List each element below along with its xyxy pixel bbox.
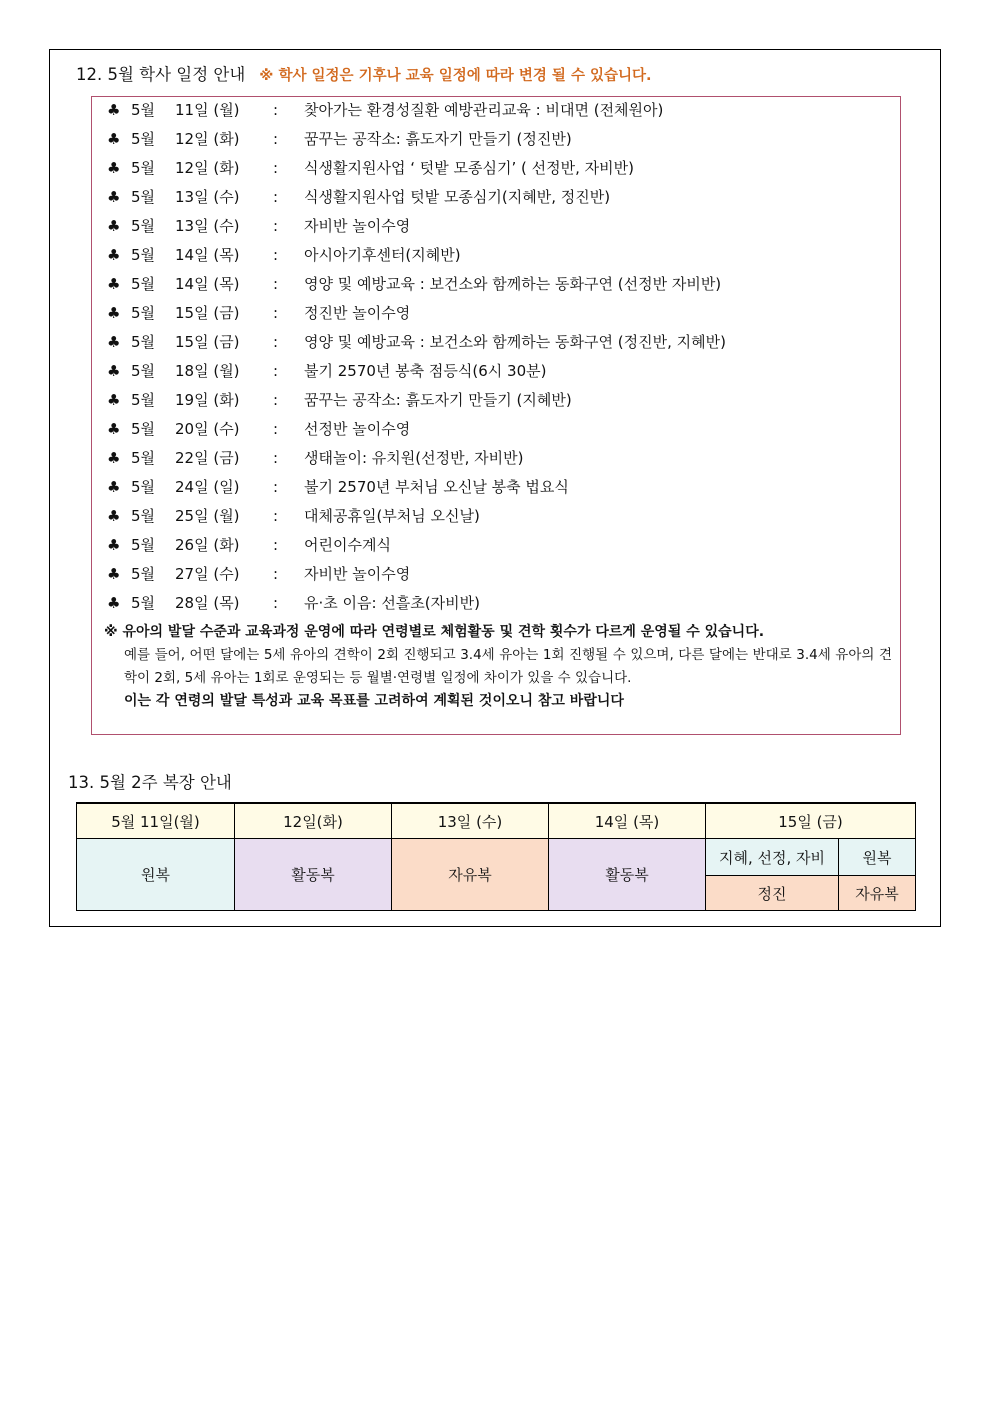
dress-thu: 활동복: [549, 839, 706, 911]
header-fri: 15일 (금): [706, 803, 916, 839]
header-tue: 12일(화): [235, 803, 392, 839]
fri-group2-classes: 정진: [706, 876, 839, 911]
schedule-month: 5월: [131, 130, 156, 148]
schedule-event: 꿈꾸는 공작소: 흙도자기 만들기 (정진반): [304, 130, 572, 148]
schedule-month: 5월: [131, 449, 156, 467]
club-icon: ♣: [107, 594, 121, 612]
header-wed: 13일 (수): [392, 803, 549, 839]
club-icon: ♣: [107, 159, 121, 177]
schedule-event: 자비반 놀이수영: [304, 217, 411, 235]
schedule-month: 5월: [131, 275, 156, 293]
schedule-day: 12일 (화): [175, 159, 240, 177]
schedule-separator: :: [273, 536, 279, 554]
schedule-month: 5월: [131, 217, 156, 235]
club-icon: ♣: [107, 130, 121, 148]
header-thu: 14일 (목): [549, 803, 706, 839]
schedule-month: 5월: [131, 507, 156, 525]
club-icon: ♣: [107, 333, 121, 351]
schedule-event: 생태놀이: 유치원(선정반, 자비반): [304, 449, 524, 467]
schedule-event: 영양 및 예방교육 : 보건소와 함께하는 동화구연 (선정반 자비반): [304, 275, 722, 293]
schedule-month: 5월: [131, 391, 156, 409]
schedule-event: 선정반 놀이수영: [304, 420, 411, 438]
schedule-month: 5월: [131, 246, 156, 264]
schedule-day: 28일 (목): [175, 594, 240, 612]
schedule-day: 20일 (수): [175, 420, 240, 438]
note-last-line: 이는 각 연령의 발달 특성과 교육 목표를 고려하여 계획된 것이오니 참고 바랍니다: [124, 693, 624, 709]
schedule-separator: :: [273, 101, 279, 119]
fri-group2-dress: 자유복: [839, 876, 916, 911]
schedule-separator: :: [273, 246, 279, 264]
club-icon: ♣: [107, 246, 121, 264]
schedule-separator: :: [273, 507, 279, 525]
schedule-event: 정진반 놀이수영: [304, 304, 411, 322]
schedule-month: 5월: [131, 565, 156, 583]
schedule-separator: :: [273, 130, 279, 148]
note-first-line: ※ 유아의 발달 수준과 교육과정 운영에 따라 연령별로 체험활동 및 견학 횟수가 다르게 운영될 수 있습니다.: [104, 624, 765, 640]
club-icon: ♣: [107, 362, 121, 380]
schedule-day: 26일 (화): [175, 536, 240, 554]
club-icon: ♣: [107, 391, 121, 409]
schedule-separator: :: [273, 217, 279, 235]
schedule-day: 25일 (월): [175, 507, 240, 525]
schedule-event: 어린이수계식: [304, 536, 391, 554]
schedule-separator: :: [273, 594, 279, 612]
note-body: 예를 들어, 어떤 달에는 5세 유아의 견학이 2회 진행되고 3.4세 유아는 1회 진행될 수 있으며, 다른 달에는 반대로 3.4세 유아의 견학이 2회, 5세 유아는 1회로 운영되는 등 월별·연령별 일정에 차이가 있을 수 있습니다.: [124, 647, 892, 686]
schedule-change-notice: ※ 학사 일정은 기후나 교육 일정에 따라 변경 될 수 있습니다.: [259, 68, 652, 84]
section-13-title: 13. 5월 2주 복장 안내: [68, 773, 232, 792]
schedule-day: 14일 (목): [175, 275, 240, 293]
schedule-event: 불기 2570년 부처님 오신날 봉축 법요식: [304, 478, 569, 496]
schedule-day: 11일 (월): [175, 101, 240, 119]
schedule-event: 찾아가는 환경성질환 예방관리교육 : 비대면 (전체원아): [304, 101, 664, 119]
schedule-day: 15일 (금): [175, 333, 240, 351]
club-icon: ♣: [107, 304, 121, 322]
schedule-day: 22일 (금): [175, 449, 240, 467]
schedule-month: 5월: [131, 188, 156, 206]
schedule-separator: :: [273, 362, 279, 380]
schedule-month: 5월: [131, 420, 156, 438]
schedule-event: 식생활지원사업 텃밭 모종심기(지혜반, 정진반): [304, 188, 611, 206]
header-mon: 5월 11일(월): [77, 803, 235, 839]
club-icon: ♣: [107, 536, 121, 554]
section-12-heading: 12. 5월 학사 일정 안내: [76, 65, 246, 84]
club-icon: ♣: [107, 275, 121, 293]
schedule-month: 5월: [131, 536, 156, 554]
schedule-month: 5월: [131, 159, 156, 177]
schedule-event: 식생활지원사업 ‘ 텃밭 모종심기’ ( 선정반, 자비반): [304, 159, 634, 177]
schedule-event: 영양 및 예방교육 : 보건소와 함께하는 동화구연 (정진반, 지혜반): [304, 333, 726, 351]
schedule-month: 5월: [131, 101, 156, 119]
schedule-day: 27일 (수): [175, 565, 240, 583]
schedule-separator: :: [273, 478, 279, 496]
schedule-month: 5월: [131, 594, 156, 612]
schedule-month: 5월: [131, 304, 156, 322]
club-icon: ♣: [107, 101, 121, 119]
schedule-day: 14일 (목): [175, 246, 240, 264]
table-header-row: [77, 803, 916, 839]
schedule-day: 13일 (수): [175, 217, 240, 235]
schedule-event: 대체공휴일(부처님 오신날): [304, 507, 480, 525]
section-12-title: [76, 62, 652, 88]
schedule-separator: :: [273, 275, 279, 293]
club-icon: ♣: [107, 449, 121, 467]
club-icon: ♣: [107, 478, 121, 496]
schedule-separator: :: [273, 391, 279, 409]
schedule-event: 불기 2570년 봉축 점등식(6시 30분): [304, 362, 547, 380]
schedule-separator: :: [273, 159, 279, 177]
fri-group1-classes: 지혜, 선정, 자비: [706, 839, 839, 876]
schedule-event: 유·초 이음: 선흘초(자비반): [304, 594, 480, 612]
dress-code-table: [76, 802, 916, 911]
schedule-note: [104, 621, 892, 713]
club-icon: ♣: [107, 420, 121, 438]
schedule-day: 19일 (화): [175, 391, 240, 409]
dress-wed: 자유복: [392, 839, 549, 911]
dress-tue: 활동복: [235, 839, 392, 911]
schedule-separator: :: [273, 188, 279, 206]
schedule-event: 자비반 놀이수영: [304, 565, 411, 583]
schedule-event: 꿈꾸는 공작소: 흙도자기 만들기 (지혜반): [304, 391, 572, 409]
club-icon: ♣: [107, 188, 121, 206]
dress-mon: 원복: [77, 839, 235, 911]
table-row: [77, 839, 916, 876]
schedule-day: 13일 (수): [175, 188, 240, 206]
club-icon: ♣: [107, 507, 121, 525]
fri-group1-dress: 원복: [839, 839, 916, 876]
schedule-month: 5월: [131, 478, 156, 496]
schedule-day: 18일 (월): [175, 362, 240, 380]
club-icon: ♣: [107, 217, 121, 235]
schedule-separator: :: [273, 333, 279, 351]
club-icon: ♣: [107, 565, 121, 583]
schedule-day: 15일 (금): [175, 304, 240, 322]
schedule-day: 24일 (일): [175, 478, 240, 496]
schedule-separator: :: [273, 565, 279, 583]
schedule-day: 12일 (화): [175, 130, 240, 148]
schedule-month: 5월: [131, 333, 156, 351]
schedule-event: 아시아기후센터(지혜반): [304, 246, 461, 264]
schedule-month: 5월: [131, 362, 156, 380]
schedule-separator: :: [273, 449, 279, 467]
schedule-separator: :: [273, 420, 279, 438]
schedule-separator: :: [273, 304, 279, 322]
